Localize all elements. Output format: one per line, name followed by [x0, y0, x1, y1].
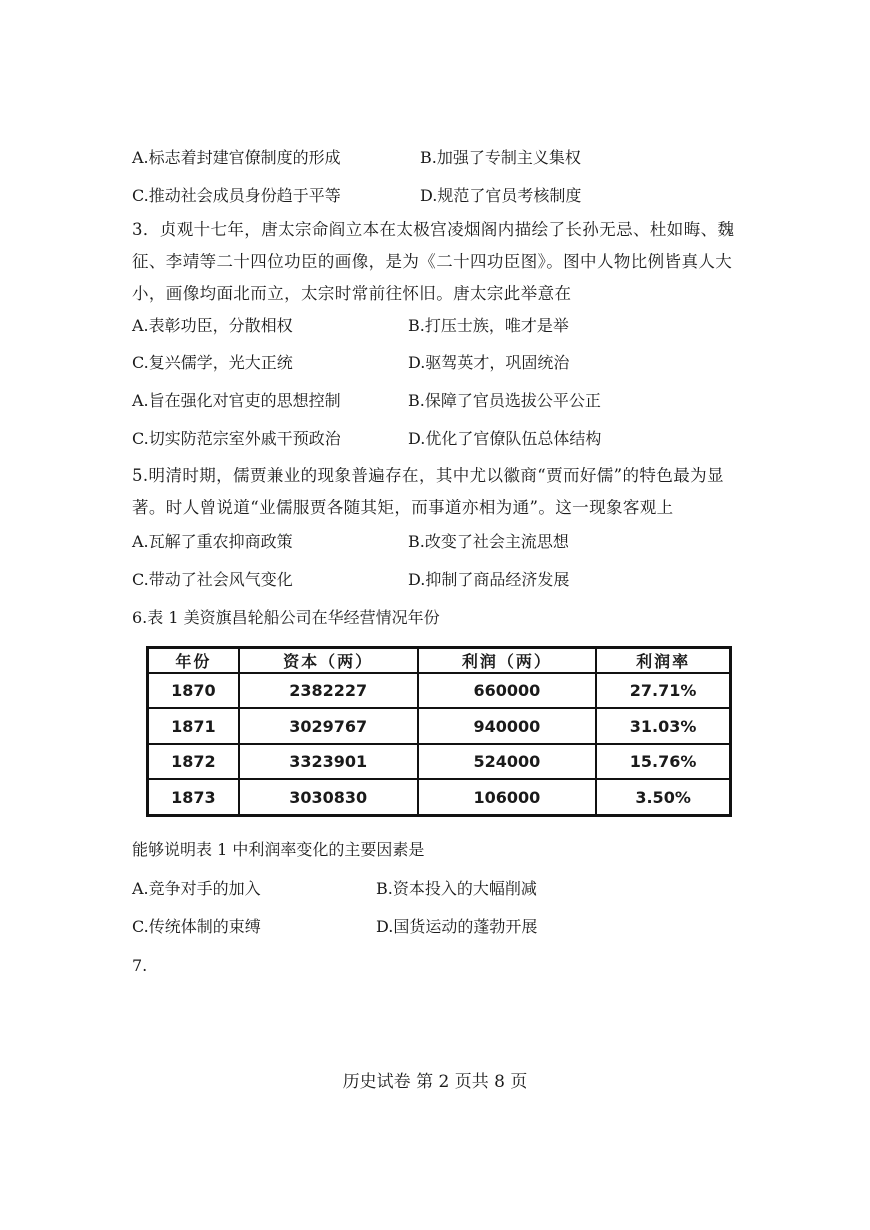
table-row — [148, 779, 731, 815]
cell-profit: 940000 — [418, 708, 597, 743]
cell-profit-rate: 15.76% — [596, 744, 730, 779]
cell-profit-rate: 3.50% — [596, 779, 730, 815]
table-row — [148, 673, 731, 708]
cell-year: 1872 — [148, 744, 239, 779]
q6-option-a: A.竞争对手的加入 — [132, 879, 261, 898]
q6-option-d: D.国货运动的蓬勃开展 — [376, 917, 538, 936]
q6-option-b: B.资本投入的大幅削减 — [376, 879, 537, 898]
cell-profit-rate: 27.71% — [596, 673, 730, 708]
header-profit-rate: 利润率 — [596, 648, 730, 674]
q4-option-d: D.优化了官僚队伍总体结构 — [408, 429, 602, 448]
table-header-row — [148, 648, 731, 674]
q6-option-c: C.传统体制的束缚 — [132, 917, 261, 936]
q6-question: 能够说明表 1 中利润率变化的主要因素是 — [132, 840, 425, 859]
cell-profit: 106000 — [418, 779, 597, 815]
cell-year: 1870 — [148, 673, 239, 708]
q4-option-b: B.保障了官员选拔公平公正 — [408, 391, 601, 410]
cell-capital: 2382227 — [239, 673, 418, 708]
q5-option-b: B.改变了社会主流思想 — [408, 532, 569, 551]
q2-option-b: B.加强了专制主义集权 — [420, 148, 581, 167]
cell-year: 1873 — [148, 779, 239, 815]
cell-capital: 3323901 — [239, 744, 418, 779]
cell-profit-rate: 31.03% — [596, 708, 730, 743]
cell-year: 1871 — [148, 708, 239, 743]
q3-option-d: D.驱驾英才，巩固统治 — [408, 353, 570, 372]
q5-option-c: C.带动了社会风气变化 — [132, 570, 293, 589]
q5-stem: 5.明清时期，儒贾兼业的现象普遍存在，其中尤以徽商“贾而好儒”的特色最为显著。时人曾说道“业儒服贾各随其矩，而事道亦相为通”。这一现象客观上 — [132, 466, 724, 517]
q2-option-d: D.规范了官员考核制度 — [420, 186, 582, 205]
q6-title: 6.表 1 美资旗昌轮船公司在华经营情况年份 — [132, 608, 440, 627]
q2-option-c: C.推动社会成员身份趋于平等 — [132, 186, 341, 205]
q5-option-d: D.抑制了商品经济发展 — [408, 570, 570, 589]
page-footer: 历史试卷 第 2 页共 8 页 — [342, 1072, 528, 1092]
table-row — [148, 744, 731, 779]
q3-stem: 3．贞观十七年，唐太宗命阎立本在太极宫凌烟阁内描绘了长孙无忌、杜如晦、魏征、李靖等二十四位功臣的画像，是为《二十四功臣图》。图中人物比例皆真人大小，画像均面北而立，太宗时常前往怀旧。唐太宗此举意在 — [132, 220, 735, 303]
table-row — [148, 708, 731, 743]
q5-option-a: A.瓦解了重农抑商政策 — [132, 532, 293, 551]
q3-option-b: B.打压士族，唯才是举 — [408, 316, 569, 335]
q3-option-c: C.复兴儒学，光大正统 — [132, 353, 293, 372]
q4-option-a: A.旨在强化对官吏的思想控制 — [132, 391, 341, 410]
q4-option-c: C.切实防范宗室外戚干预政治 — [132, 429, 341, 448]
cell-profit: 524000 — [418, 744, 597, 779]
cell-capital: 3029767 — [239, 708, 418, 743]
header-capital: 资本（两） — [239, 648, 418, 674]
header-profit: 利润（两） — [418, 648, 597, 674]
header-year: 年份 — [148, 648, 239, 674]
q7-number: 7. — [132, 956, 148, 975]
shipping-company-table — [146, 646, 732, 817]
q3-option-a: A.表彰功臣，分散相权 — [132, 316, 293, 335]
cell-capital: 3030830 — [239, 779, 418, 815]
q2-option-a: A.标志着封建官僚制度的形成 — [132, 148, 341, 167]
cell-profit: 660000 — [418, 673, 597, 708]
